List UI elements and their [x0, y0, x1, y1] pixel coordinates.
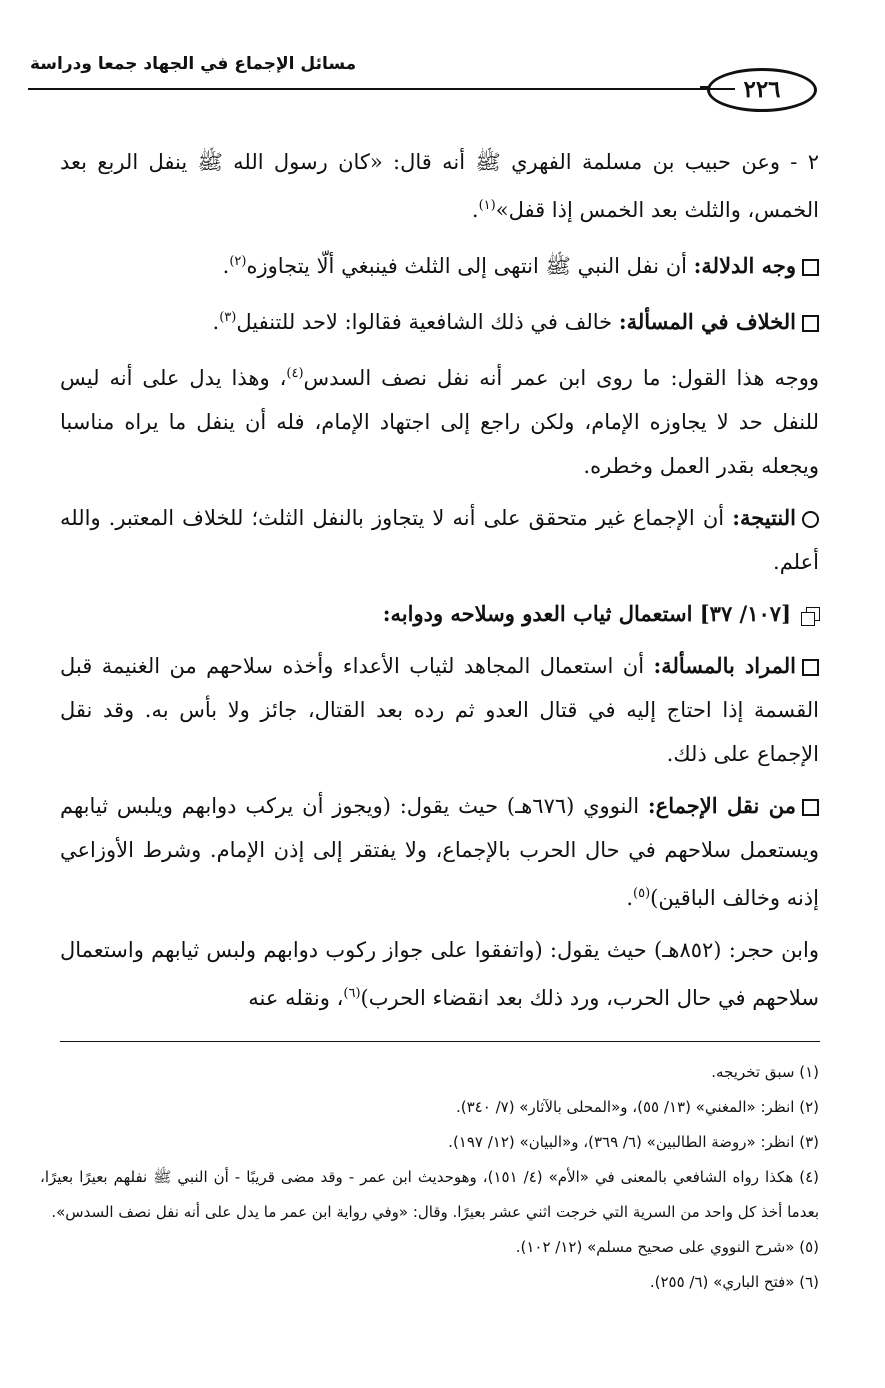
- footnote: (٦) «فتح الباري» (٦/ ٢٥٥).: [649, 1273, 819, 1291]
- paragraph-result: النتيجة: أن الإجماع غير متحقق على أنه لا يتجاوز بالنفل الثلث؛ للخلاف المعتبر. والله أعلم.: [60, 505, 819, 574]
- header-rule: [28, 88, 735, 90]
- footnote: (٥) «شرح النووي على صحيح مسلم» (١٢/ ١٠٢).: [515, 1238, 819, 1256]
- square-bullet-icon: [802, 259, 819, 276]
- section-icon: [801, 607, 819, 625]
- square-bullet-icon: [802, 659, 819, 676]
- main-text: [60, 140, 819, 1028]
- paragraph-meaning: المراد بالمسألة: أن استعمال المجاهد لثياب الأعداء وأخذه سلاحهم من الغنيمة قبل القسمة إذا احتاج إليه في قتال العدو ثم رده بعد القتال، جائز ولا بأس به. وقد نقل الإجماع على ذلك.: [60, 653, 819, 766]
- footnote: (٤) هكذا رواه الشافعي بالمعنى في «الأم» (٤/ ١٥١)، وهوحديث ابن عمر - وقد مضى قريبًا - أن النبي ﷺ نفلهم بعيرًا بعيرًا، بعدما أخذ كل واحد من السرية التي خرجت اثني عشر بعيرًا. وقال: «وفي رواية ابن عمر ما يدل على أنه نفل نصف السدس».: [40, 1168, 820, 1221]
- page-number: ٢٢٦: [707, 68, 817, 112]
- footnote: (١) سبق تخريجه.: [711, 1063, 819, 1081]
- footnote: (٢) انظر: «المغني» (١٣/ ٥٥)، و«المحلى بالآثار» (٧/ ٣٤٠).: [456, 1098, 819, 1116]
- footnotes: [40, 1055, 819, 1300]
- paragraph-ibn-hajar: وابن حجر: (٨٥٢هـ) حيث يقول: (واتفقوا على جواز ركوب دوابهم ولبس ثيابهم واستعمال سلاحهم في حال الحرب، ورد ذلك بعد انقضاء الحرب)$^{(٦)}$، ونقله عنه: [60, 938, 819, 1010]
- paragraph-disagreement: الخلاف في المسألة: خالف في ذلك الشافعية فقالوا: لاحد للتنفيل$^{(٣)}$.: [60, 296, 819, 344]
- paragraph-consensus: من نقل الإجماع: النووي (٦٧٦هـ) حيث يقول: (ويجوز أن يركب دوابهم ويلبس ثيابهم ويستعمل سلاحهم في حال الحرب بالإجماع، ولا يفتقر إلى إذن الإمام. وشرط الأوزاعي إذنه وخالف الباقين)$^{(٥)}$.: [60, 793, 819, 910]
- paragraph-hadith: ٢ - وعن حبيب بن مسلمة الفهري ﷺ أنه قال: «كان رسول الله ﷺ ينفل الربع بعد الخمس، والثلث بعد الخمس إذا قفل»$^{(١)}$.: [60, 150, 819, 222]
- square-bullet-icon: [802, 799, 819, 816]
- paragraph-evidence: وجه الدلالة: أن نفل النبي ﷺ انتهى إلى الثلث فينبغي ألّا يتجاوزه$^{(٢)}$.: [60, 240, 819, 288]
- square-bullet-icon: [802, 315, 819, 332]
- circle-bullet-icon: [802, 511, 819, 528]
- footnote: (٣) انظر: «روضة الطالبين» (٦/ ٣٦٩)، و«البيان» (١٢/ ١٩٧).: [448, 1133, 819, 1151]
- footnote-rule: [60, 1041, 820, 1042]
- paragraph-argument: ووجه هذا القول: ما روى ابن عمر أنه نفل نصف السدس$^{(٤)}$، وهذا يدل على أنه ليس للنفل حد لا يجاوزه الإمام، ولكن راجع إلى اجتهاد الإمام، فله أن ينفل ما يراه مناسبا ويجعله بقدر العمل وخطره.: [60, 366, 819, 478]
- section-heading: [١٠٧/ ٣٧] استعمال ثياب العدو وسلاحه ودوابه:: [60, 592, 819, 636]
- running-header-title: مسائل الإجماع في الجهاد جمعا ودراسة: [30, 54, 357, 74]
